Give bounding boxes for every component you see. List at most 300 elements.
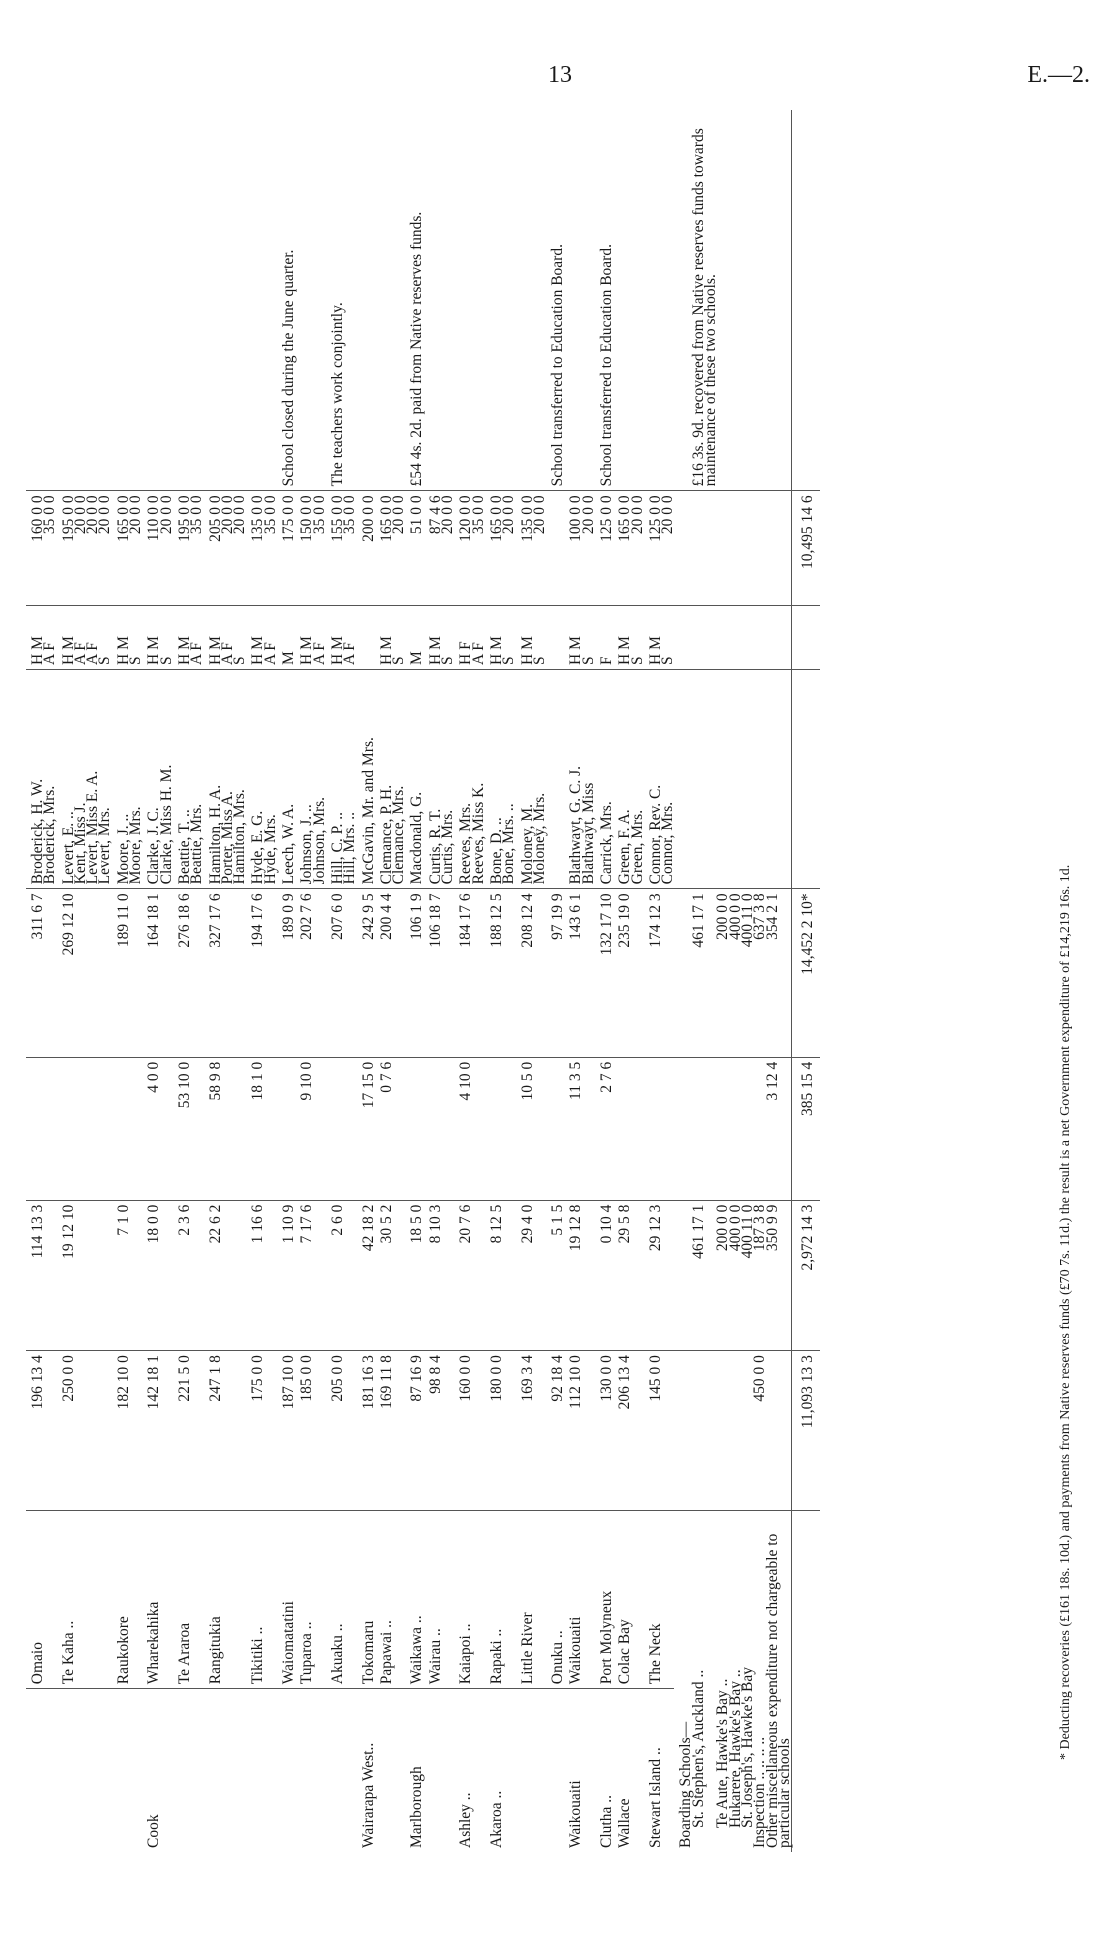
- cell-line: Moore, J. ..: [114, 813, 132, 885]
- cell-line: 20 0 0: [71, 495, 89, 535]
- cell-line: Bone, Mrs. ..: [500, 803, 518, 885]
- cell-line: Hyde, Mrs.: [261, 814, 279, 885]
- position-cell: [57, 606, 112, 670]
- empty-cell: [674, 1351, 692, 1510]
- maintenance-cell: 114 13 3: [26, 1200, 57, 1351]
- buildings-cell: 17 15 0: [357, 1057, 375, 1200]
- remarks-cell: [26, 110, 57, 491]
- cell-line: Clemance, P. H.: [377, 784, 395, 885]
- teachers-cell: [142, 669, 173, 888]
- expenditure-table: [26, 110, 820, 1852]
- cell-line: A F: [469, 642, 487, 665]
- salary-cell: [295, 491, 326, 606]
- maintenance-cell: 1 10 9: [277, 1200, 295, 1351]
- teachers-cell: [405, 669, 426, 888]
- teachers-cell: [516, 669, 547, 888]
- cell-line: 20 0 0: [530, 495, 548, 535]
- teachers-cell: [246, 669, 277, 888]
- cell-line: 35 0 0: [310, 495, 328, 535]
- total-cell: 276 18 6: [173, 889, 204, 1057]
- cell-line: H M: [377, 636, 395, 665]
- cell-line: Levert, Miss E. A.: [84, 770, 102, 885]
- cell-line: H M: [487, 636, 505, 665]
- maintenance-cell: 29 12 3: [644, 1200, 675, 1351]
- salary-cell: [26, 491, 57, 606]
- remarks-cell: [142, 110, 173, 491]
- cell-line: M: [408, 651, 426, 665]
- maintenance-cell: 29 4 0: [516, 1200, 547, 1351]
- cell-line: A F: [310, 642, 328, 665]
- district-cell: [326, 1689, 357, 1852]
- school-cell: Wharekahika: [142, 1510, 173, 1689]
- maintenance-cell: 42 18 2: [357, 1200, 375, 1351]
- salaries-cell: 247 1 8: [204, 1351, 247, 1510]
- cell-line: 20 0 0: [500, 495, 518, 535]
- total-cell: 143 6 1: [564, 889, 595, 1057]
- buildings-cell: 4 0 0: [142, 1057, 173, 1200]
- salaries-cell: 112 10 0: [564, 1351, 595, 1510]
- salary-cell: [326, 491, 357, 606]
- salary-cell: [357, 491, 375, 606]
- cell-line: Beattie, T. ..: [175, 809, 193, 885]
- teachers-cell: [112, 669, 143, 888]
- empty-cell: [767, 491, 792, 606]
- table-row: [485, 110, 516, 1852]
- table-row: [516, 110, 547, 1852]
- table-row: [295, 110, 326, 1852]
- cell-line: 135 0 0: [249, 495, 267, 542]
- remarks-cell: School transferred to Education Board.: [595, 110, 613, 491]
- salaries-cell: 450 0 0: [754, 1351, 766, 1510]
- cell-line: H M: [114, 636, 132, 665]
- cell-line: S: [390, 656, 408, 665]
- buildings-cell: 3 12 4: [767, 1057, 792, 1200]
- salary-cell: [485, 491, 516, 606]
- cell-line: Hyde, E. G.: [249, 810, 267, 885]
- school-cell: Rangitukia: [204, 1510, 247, 1689]
- boarding-label: Hukarere, Hawke's Bay ..: [726, 1669, 744, 1828]
- footnote: * Deducting recoveries (£161 18s. 10d.) and payments from Native reserves funds (£70 7s. 11d.) the result is a net Government expenditure of £14,219 16s. 1d.: [1058, 864, 1073, 1760]
- teachers-cell: [693, 669, 718, 888]
- cell-line: A F: [188, 642, 206, 665]
- salaries-cell: 98 8 4: [424, 1351, 455, 1510]
- buildings-cell: [546, 1057, 564, 1200]
- school-cell: Port Molyneux: [595, 1510, 613, 1689]
- maintenance-cell: 8 10 3: [424, 1200, 455, 1351]
- cell-line: H M: [206, 636, 224, 665]
- buildings-cell: [26, 1057, 57, 1200]
- boarding-row: [693, 110, 718, 1852]
- salaries-cell: [693, 1351, 718, 1510]
- teachers-cell: [717, 669, 729, 888]
- table-row: [644, 110, 675, 1852]
- cell-line: H M: [426, 636, 444, 665]
- cell-line: 205 0 0: [206, 495, 224, 542]
- salary-cell: [246, 491, 277, 606]
- salary-cell: [405, 491, 426, 606]
- cell-line: 20 0 0: [439, 495, 457, 535]
- salary-cell: [142, 491, 173, 606]
- remarks-cell: [717, 110, 729, 491]
- remarks-cell: £16 3s. 9d. recovered from Native reserves funds towards maintenance of these two schools.: [693, 110, 718, 491]
- cell-line: Moore, Mrs.: [127, 806, 145, 885]
- salary-cell: [742, 491, 754, 606]
- position-cell: [595, 606, 613, 670]
- remarks-cell: School transferred to Education Board.: [546, 110, 564, 491]
- teachers-cell: [357, 669, 375, 888]
- salaries-cell: 142 18 1: [142, 1351, 173, 1510]
- school-cell: Little River: [516, 1510, 547, 1689]
- cell-line: F: [597, 656, 615, 665]
- salary-cell: [693, 491, 718, 606]
- remarks-cell: [644, 110, 675, 491]
- table-row: [595, 110, 613, 1852]
- salaries-cell: 175 0 0: [246, 1351, 277, 1510]
- cell-line: H M: [567, 636, 585, 665]
- empty-cell: [674, 669, 692, 888]
- cell-line: Clarke, Miss H. M.: [157, 764, 175, 885]
- district-cell: Ashley ..: [457, 1792, 475, 1848]
- district-cell: Cook: [145, 1814, 163, 1848]
- table-body: [26, 110, 820, 1852]
- cell-line: Macdonald, G.: [408, 791, 426, 885]
- salaries-cell: 182 10 0: [112, 1351, 143, 1510]
- position-cell: [717, 606, 729, 670]
- teachers-cell: [595, 669, 613, 888]
- cell-line: 165 0 0: [114, 495, 132, 542]
- table-row: [277, 110, 295, 1852]
- salaries-cell: 221 5 0: [173, 1351, 204, 1510]
- cell-line: 87 4 6: [426, 495, 444, 535]
- position-cell: [424, 606, 455, 670]
- cell-line: Moloney, M.: [518, 804, 536, 885]
- salary-cell: [717, 491, 729, 606]
- buildings-cell: [730, 1057, 742, 1200]
- school-cell: Te Araroa: [173, 1510, 204, 1689]
- cell-line: 195 0 0: [59, 495, 77, 542]
- cell-line: S: [500, 656, 518, 665]
- teachers-cell: [742, 669, 754, 888]
- salary-cell: [516, 491, 547, 606]
- empty-cell: [767, 606, 792, 670]
- total-cell: 354 2 1: [767, 889, 792, 1057]
- total-cell: 164 18 1: [142, 889, 173, 1057]
- cell-line: Hamilton, H. A.: [206, 784, 224, 885]
- inspection-label: Inspection .. .. .. ..: [751, 1736, 769, 1848]
- empty-cell: [767, 110, 792, 491]
- teachers-cell: [375, 669, 406, 888]
- position-cell: [564, 606, 595, 670]
- cell-line: 35 0 0: [188, 495, 206, 535]
- salaries-cell: 180 0 0: [485, 1351, 516, 1510]
- cell-line: Curtis, Mrs.: [439, 809, 457, 885]
- total-cell: 235 19 0: [613, 889, 644, 1057]
- cell-line: 125 0 0: [646, 495, 664, 542]
- buildings-cell: 4 10 0: [454, 1057, 485, 1200]
- cell-line: A F: [84, 642, 102, 665]
- total-cell: 200 0 0: [717, 889, 729, 1057]
- total-cell: 400 0 0: [730, 889, 742, 1057]
- teachers-cell: [454, 669, 485, 888]
- district-cell: [516, 1689, 547, 1852]
- cell-line: 20 0 0: [127, 495, 145, 535]
- cell-line: S: [579, 656, 597, 665]
- remarks-cell: School closed during the June quarter.: [277, 110, 295, 491]
- position-cell: [26, 606, 57, 670]
- salaries-cell: [767, 1351, 792, 1510]
- boarding-label: St. Stephen's, Auckland ..: [689, 1669, 707, 1828]
- position-cell: [326, 606, 357, 670]
- position-cell: [644, 606, 675, 670]
- remarks-cell: [204, 110, 247, 491]
- cell-line: Levert, Mrs.: [96, 807, 114, 885]
- table-row: [173, 110, 204, 1852]
- salaries-cell: 160 0 0: [454, 1351, 485, 1510]
- salary-cell: [595, 491, 613, 606]
- cell-line: Green, Mrs.: [628, 809, 646, 885]
- cell-line: H M: [518, 636, 536, 665]
- school-cell: Tokomaru: [357, 1510, 375, 1689]
- cell-line: Bone, D. ..: [487, 817, 505, 885]
- total-cell: 269 12 10: [57, 889, 112, 1057]
- maintenance-cell: 1 16 6: [246, 1200, 277, 1351]
- maintenance-cell: 30 5 2: [375, 1200, 406, 1351]
- cell-line: H M: [29, 636, 46, 665]
- boarding-label: St. Joseph's, Hawke's Bay: [738, 1666, 756, 1828]
- salaries-cell: 250 0 0: [57, 1351, 112, 1510]
- cell-line: Blathwayt, G. C. J.: [567, 765, 585, 885]
- totals-row: [792, 110, 821, 1852]
- empty-cell: [674, 606, 692, 670]
- remarks-cell: [357, 110, 375, 491]
- cell-line: Clarke, J. C.: [145, 807, 163, 885]
- total-cell: 208 12 4: [516, 889, 547, 1057]
- remarks-cell: The teachers work conjointly.: [326, 110, 357, 491]
- cell-line: 110 0 0: [145, 495, 163, 542]
- cell-line: 165 0 0: [487, 495, 505, 542]
- district-cell: [204, 1689, 247, 1852]
- empty-cell: [754, 669, 766, 888]
- cell-line: 160 0 0: [29, 495, 46, 542]
- district-cell: [26, 1689, 57, 1852]
- page-reference: E.—2.: [1027, 62, 1090, 88]
- maintenance-cell: 18 5 0: [405, 1200, 423, 1351]
- teachers-cell: [26, 669, 57, 888]
- maintenance-cell: 200 0 0: [717, 1200, 729, 1351]
- cell-line: S: [628, 656, 646, 665]
- position-cell: [204, 606, 247, 670]
- table-row: [204, 110, 247, 1852]
- school-cell: Kaiapoi ..: [454, 1510, 485, 1689]
- cell-line: S: [439, 656, 457, 665]
- cell-line: 35 0 0: [261, 495, 279, 535]
- cell-line: 20 0 0: [157, 495, 175, 535]
- cell-line: Hill, Mrs. ..: [341, 812, 359, 885]
- cell-line: A F: [41, 642, 59, 665]
- cell-line: S: [127, 656, 145, 665]
- salaries-cell: [730, 1351, 742, 1510]
- maintenance-cell: 187 3 8: [754, 1200, 766, 1351]
- cell-line: 135 0 0: [518, 495, 536, 542]
- cell-line: 35 0 0: [341, 495, 359, 535]
- teachers-cell: [730, 669, 742, 888]
- salaries-cell: 169 3 4: [516, 1351, 547, 1510]
- cell-line: McGavin, Mr. and Mrs.: [359, 737, 377, 885]
- boarding-row: [717, 110, 729, 1852]
- district-cell: Waikouaiti: [567, 1780, 585, 1848]
- cell-line: 175 0 0: [280, 495, 298, 542]
- table-row: [613, 110, 644, 1852]
- empty-cell: [674, 491, 692, 606]
- cell-line: H M: [145, 636, 163, 665]
- school-cell: Raukokore: [112, 1510, 143, 1689]
- cell-line: H M: [249, 636, 267, 665]
- empty-cell: [754, 110, 766, 491]
- cell-line: A F: [71, 642, 89, 665]
- district-cell: [277, 1689, 295, 1852]
- school-cell: Colac Bay: [613, 1510, 644, 1689]
- salaries-cell: 92 18 4: [546, 1351, 564, 1510]
- cell-line: Porter, Miss A.: [218, 791, 236, 885]
- cell-line: 20 0 0: [84, 495, 102, 535]
- buildings-cell: 9 10 0: [295, 1057, 326, 1200]
- remarks-cell: [564, 110, 595, 491]
- total-maintenance: 2,972 14 3: [792, 1200, 821, 1351]
- salaries-cell: 196 13 4: [26, 1351, 57, 1510]
- empty-cell: [792, 669, 821, 888]
- empty-cell: [754, 491, 766, 606]
- remarks-cell: [613, 110, 644, 491]
- maintenance-cell: 20 7 6: [454, 1200, 485, 1351]
- cell-line: 120 0 0: [457, 495, 475, 542]
- table-row: [57, 110, 112, 1852]
- total-cell: 189 0 9: [277, 889, 295, 1057]
- buildings-cell: 11 3 5: [564, 1057, 595, 1200]
- cell-line: A F: [218, 642, 236, 665]
- cell-line: 195 0 0: [175, 495, 193, 542]
- position-cell: [516, 606, 547, 670]
- position-cell: [454, 606, 485, 670]
- position-cell: [246, 606, 277, 670]
- maintenance-cell: 5 1 5: [546, 1200, 564, 1351]
- cell-line: S: [530, 656, 548, 665]
- salary-cell: [613, 491, 644, 606]
- position-cell: [277, 606, 298, 670]
- total-cell: 242 9 5: [357, 889, 375, 1057]
- district-cell: [246, 1689, 277, 1852]
- cell-line: 165 0 0: [377, 495, 395, 542]
- remarks-cell: [57, 110, 112, 491]
- buildings-cell: [644, 1057, 675, 1200]
- total-cell: 202 7 6: [295, 889, 326, 1057]
- other-label: Other miscellaneous expenditure not chargeable to particular schools: [763, 1533, 793, 1848]
- empty-cell: [792, 1510, 821, 1852]
- cell-line: S: [96, 656, 114, 665]
- maintenance-cell: 22 6 2: [204, 1200, 247, 1351]
- table-row: [142, 110, 173, 1852]
- remarks-cell: [246, 110, 277, 491]
- cell-line: Broderick, H. W.: [29, 778, 46, 885]
- buildings-cell: [693, 1057, 718, 1200]
- maintenance-cell: 461 17 1: [693, 1200, 718, 1351]
- cell-line: Beattie, Mrs.: [188, 803, 206, 885]
- cell-line: 20 0 0: [659, 495, 677, 535]
- table-row: [26, 110, 57, 1852]
- cell-line: Johnson, J. ..: [298, 804, 316, 885]
- buildings-cell: [405, 1057, 423, 1200]
- district-cell: Wairarapa West..: [359, 1742, 377, 1848]
- cell-line: 20 0 0: [231, 495, 249, 535]
- table-row: [112, 110, 143, 1852]
- buildings-cell: [613, 1057, 644, 1200]
- school-cell: Onuku ..: [546, 1510, 564, 1689]
- total-cell: 188 12 5: [485, 889, 516, 1057]
- table-row: [564, 110, 595, 1852]
- district-cell: Akaroa ..: [487, 1790, 505, 1848]
- empty-cell: [674, 1057, 692, 1200]
- maintenance-cell: 18 0 0: [142, 1200, 173, 1351]
- district-cell: [375, 1689, 406, 1852]
- boarding-label: Te Aute, Hawke's Bay ..: [714, 1678, 732, 1828]
- district-cell: [112, 1689, 143, 1852]
- remarks-cell: [295, 110, 326, 491]
- remarks-cell: [730, 110, 742, 491]
- teachers-cell: [326, 669, 357, 888]
- boarding-heading: Boarding Schools—: [677, 1721, 695, 1848]
- salary-cell: [204, 491, 247, 606]
- salaries-cell: 205 0 0: [326, 1351, 357, 1510]
- teachers-cell: [173, 669, 204, 888]
- cell-line: Reeves, Miss K.: [469, 782, 487, 885]
- total-cell: 400 11 0: [742, 889, 754, 1057]
- cell-line: 150 0 0: [298, 495, 316, 542]
- salaries-cell: 187 10 0: [277, 1351, 295, 1510]
- salary-cell: [454, 491, 485, 606]
- maintenance-cell: 350 9 9: [767, 1200, 792, 1351]
- teachers-cell: [564, 669, 595, 888]
- boarding-row: [742, 110, 754, 1852]
- teachers-cell: [644, 669, 675, 888]
- total-cell: 637 3 8: [754, 889, 766, 1057]
- salary-cell: [57, 491, 112, 606]
- school-cell: The Neck: [644, 1510, 675, 1689]
- buildings-cell: [57, 1057, 112, 1200]
- teachers-cell: [546, 669, 564, 888]
- cell-line: Leech, W. A.: [280, 803, 298, 885]
- buildings-cell: 58 9 8: [204, 1057, 247, 1200]
- buildings-cell: [326, 1057, 357, 1200]
- buildings-cell: 0 7 6: [375, 1057, 406, 1200]
- cell-line: Broderick, Mrs.: [41, 785, 59, 885]
- total-cell: 189 11 0: [112, 889, 143, 1057]
- empty-cell: [792, 110, 821, 491]
- buildings-cell: [742, 1057, 754, 1200]
- position-cell: [142, 606, 173, 670]
- cell-line: H F: [457, 641, 475, 665]
- cell-line: Hill, C. P. ..: [328, 812, 346, 885]
- buildings-cell: [277, 1057, 295, 1200]
- teachers-cell: [613, 669, 644, 888]
- district-cell: [295, 1689, 326, 1852]
- cell-line: 20 0 0: [628, 495, 646, 535]
- remarks-cell: [742, 110, 754, 491]
- cell-line: Moloney, Mrs.: [530, 792, 548, 885]
- salary-cell: [173, 491, 204, 606]
- cell-line: S: [157, 656, 175, 665]
- salary-cell: [730, 491, 742, 606]
- rotated-expenditure-table: [26, 110, 1081, 1852]
- total-cell: 106 1 9: [405, 889, 423, 1057]
